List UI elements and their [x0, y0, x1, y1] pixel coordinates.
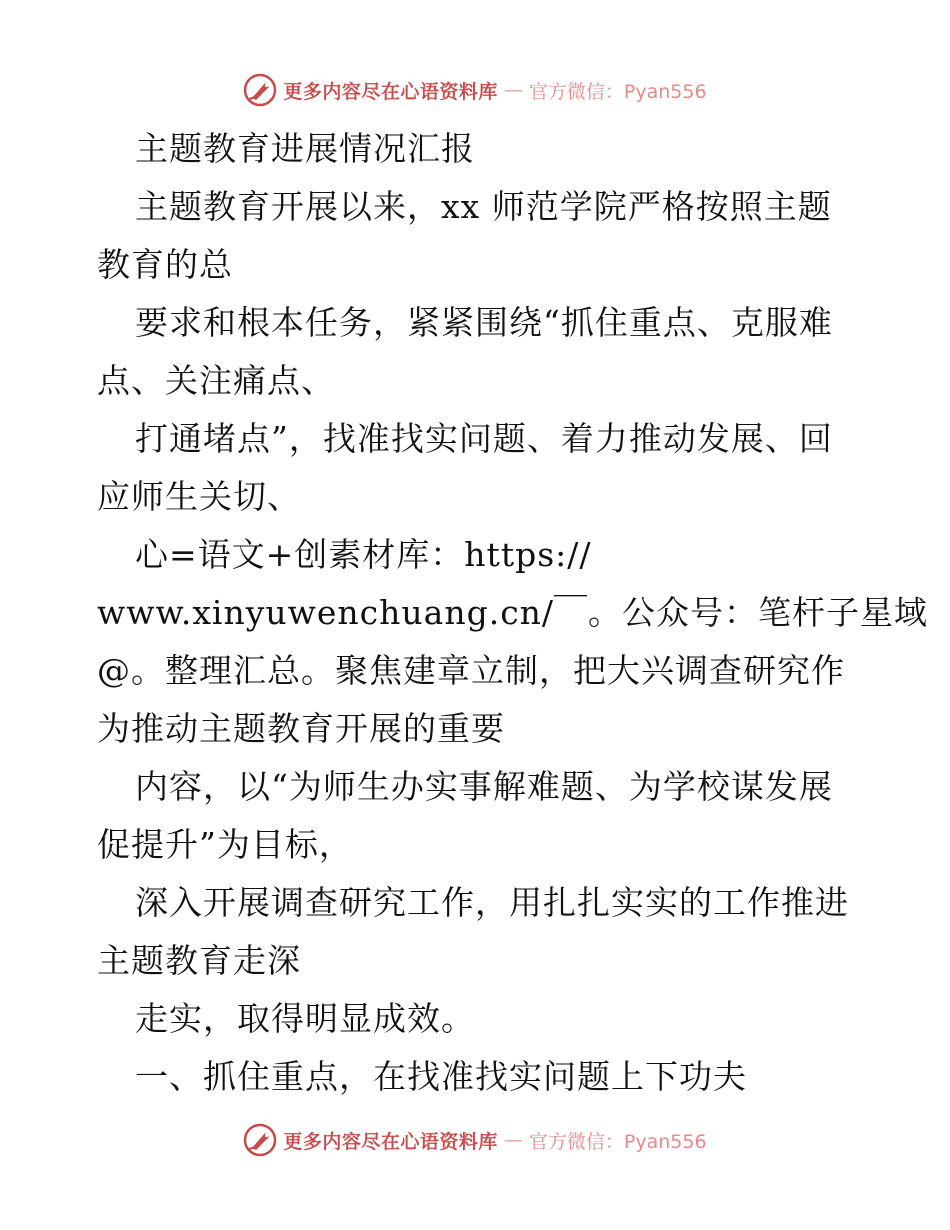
paragraph-line: 主题教育走深: [97, 941, 301, 980]
pen-nib-icon: [243, 73, 277, 107]
document-body: [97, 120, 929, 1106]
banner-main-text: 更多内容尽在心语资料库: [283, 1130, 498, 1153]
footer-banner: [0, 1118, 950, 1162]
banner-official-text: 官方微信：Pyan556: [528, 1130, 707, 1153]
paragraph-line: 促提升”为目标，: [97, 825, 353, 864]
paragraph-line: 内容，以“为师生办实事解难题、为学校谋发展: [135, 767, 833, 806]
section-heading: 一、抓住重点，在找准找实问题上下功夫: [135, 1057, 747, 1096]
banner-separator: —: [503, 1129, 523, 1151]
paragraph-line: 教育的总: [97, 245, 233, 284]
paragraph-line: www.xinyuwenchuang.cn/￣。公众号：笔杆子星域: [97, 593, 929, 632]
banner-official-text: 官方微信：Pyan556: [528, 80, 707, 103]
paragraph-line: 打通堵点”，找准找实问题、着力推动发展、回: [135, 419, 833, 458]
paragraph-line: 主题教育开展以来，xx 师范学院严格按照主题: [135, 187, 832, 226]
paragraph-line: 要求和根本任务，紧紧围绕“抓住重点、克服难: [135, 303, 833, 342]
header-banner: [0, 68, 950, 112]
paragraph-line: 为推动主题教育开展的重要: [97, 709, 505, 748]
document-title: 主题教育进展情况汇报: [135, 129, 475, 168]
paragraph-line: 点、关注痛点、: [97, 361, 335, 400]
paragraph-line: @。整理汇总。聚焦建章立制，把大兴调查研究作: [97, 651, 845, 690]
paragraph-line: 深入开展调查研究工作，用扎扎实实的工作推进: [135, 883, 849, 922]
pen-nib-icon: [243, 1123, 277, 1157]
paragraph-line: 心=语文+创素材库：https://: [135, 535, 592, 574]
banner-main-text: 更多内容尽在心语资料库: [283, 80, 498, 103]
paragraph-line: 应师生关切、: [97, 477, 301, 516]
banner-separator: —: [503, 79, 523, 101]
paragraph-line: 走实，取得明显成效。: [135, 999, 475, 1038]
